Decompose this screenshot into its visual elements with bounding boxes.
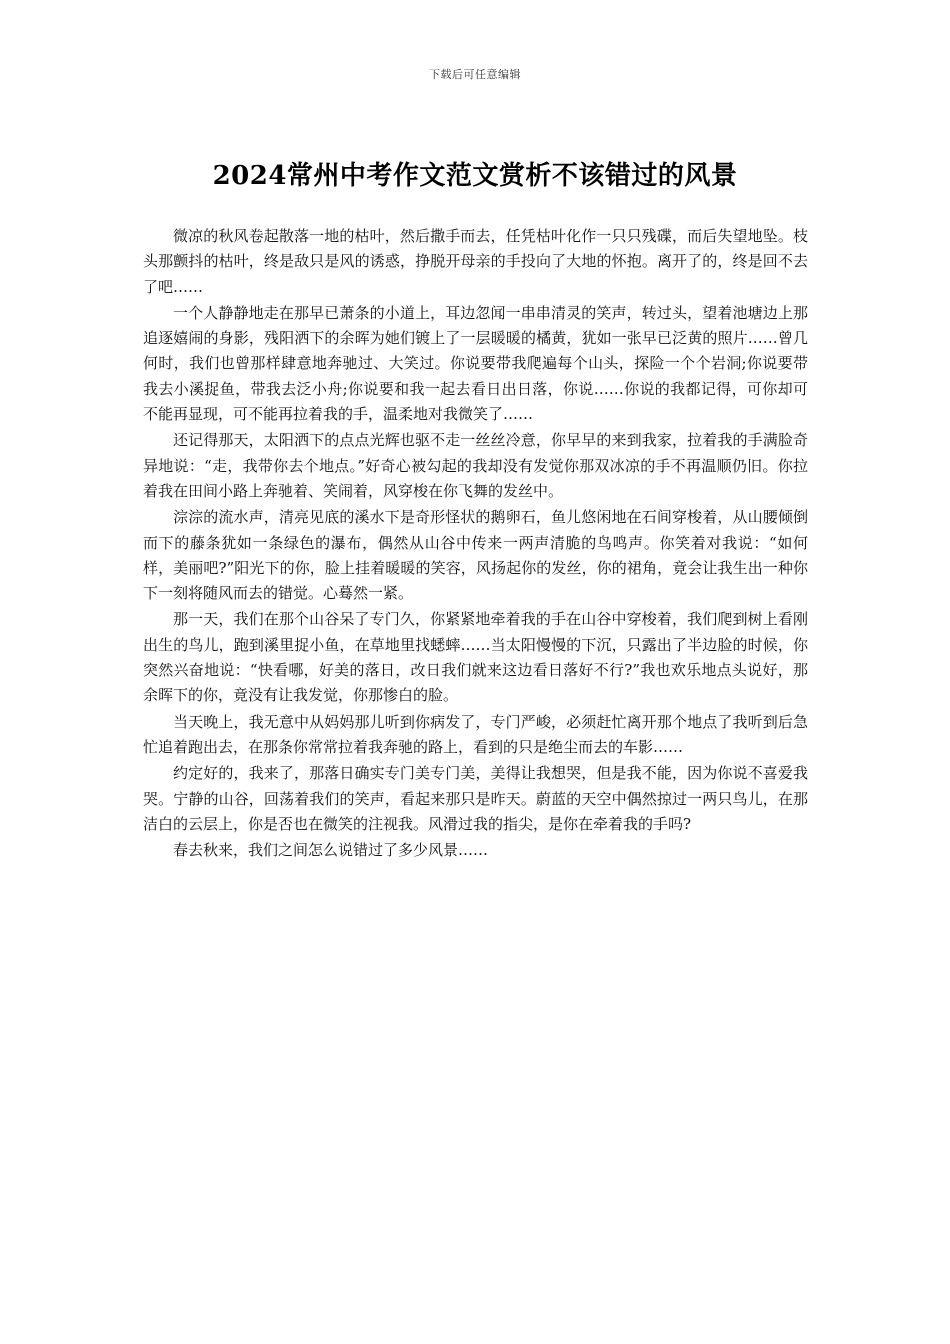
paragraph-3: 还记得那天，太阳洒下的点点光辉也驱不走一丝丝冷意，你早早的来到我家，拉着我的手满脸奇异地说：“走，我带你去个地点。”好奇心被勾起的我却没有发觉你那双冰凉的手不再温顺仍旧。你拉着我在田间小路上奔驰着、笑闹着，风穿梭在你飞舞的发丝中。 [143, 431, 808, 500]
page-header-note: 下载后可任意编辑 [429, 68, 521, 81]
document-title: 2024常州中考作文范文赏析不该错过的风景 [212, 161, 738, 191]
document-body [143, 224, 808, 864]
paragraph-5: 那一天，我们在那个山谷呆了专门久，你紧紧地牵着我的手在山谷中穿梭着，我们爬到树上看刚出生的鸟儿，跑到溪里捉小鱼，在草地里找蟋蟀……当太阳慢慢的下沉，只露出了半边脸的时候，你突然兴奋地说：“快看哪，好美的落日，改日我们就来这边看日落好不行?”我也欢乐地点头说好，那余晖下的你，竟没有让我发觉，你那惨白的脸。 [143, 610, 808, 705]
paragraph-6: 当天晚上，我无意中从妈妈那儿听到你病发了，专门严峻，必须赶忙离开那个地点了我听到后急忙追着跑出去，在那条你常常拉着我奔驰的路上，看到的只是绝尘而去的车影…… [143, 712, 808, 756]
paragraph-2: 一个人静静地走在那早已萧条的小道上，耳边忽闻一串串清灵的笑声，转过头，望着池塘边上那追逐嬉闹的身影，残阳洒下的余晖为她们镀上了一层暖暖的橘黄，犹如一张早已泛黄的照片……曾几何时，我们也曾那样肆意地奔驰过、大笑过。你说要带我爬遍每个山头，探险一个个岩洞;你说要带我去小溪捉鱼，带我去泛小舟;你说要和我一起去看日出日落，你说……你说的我都记得，可你却可不能再显现，可不能再拉着我的手，温柔地对我微笑了…… [143, 303, 808, 424]
paragraph-7: 约定好的，我来了，那落日确实专门美专门美，美得让我想哭，但是我不能，因为你说不喜爱我哭。宁静的山谷，回荡着我们的笑声，看起来那只是昨天。蔚蓝的天空中偶然掠过一两只鸟儿，在那洁白的云层上，你是否也在微笑的注视我。风滑过我的指尖，是你在牵着我的手吗? [143, 764, 808, 833]
paragraph-8: 春去秋来，我们之间怎么说错过了多少风景…… [173, 841, 489, 860]
paragraph-1: 微凉的秋风卷起散落一地的枯叶，然后撒手而去，任凭枯叶化作一只只残碟，而后失望地坠。枝头那颤抖的枯叶，终是敌只是风的诱惑，挣脱开母亲的手投向了大地的怀抱。离开了的，终是回不去了吧…… [143, 227, 808, 296]
paragraph-4: 淙淙的流水声，清亮见底的溪水下是奇形怪状的鹅卵石，鱼儿悠闲地在石间穿梭着，从山腰倾倒而下的藤条犹如一条绿色的瀑布，偶然从山谷中传来一两声清脆的鸟鸣声。你笑着对我说：“如何样，美丽吧?”阳光下的你，脸上挂着暖暖的笑容，风扬起你的发丝，你的裙角，竟会让我生出一种你下一刻将随风而去的错觉。心蓦然一紧。 [143, 508, 808, 603]
